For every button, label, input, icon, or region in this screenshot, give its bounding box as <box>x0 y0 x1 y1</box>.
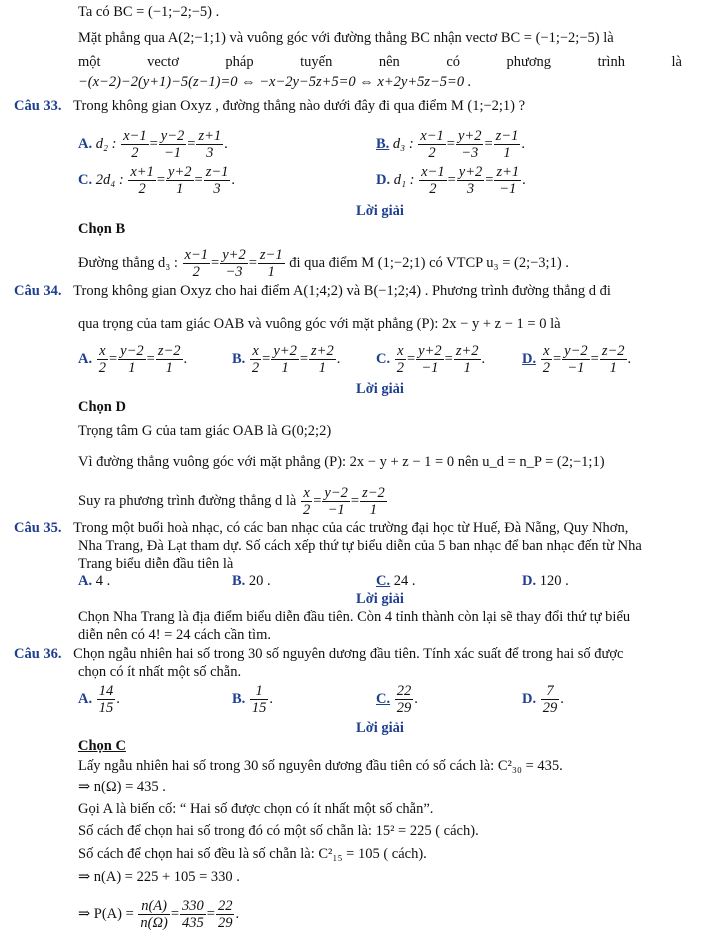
fraction: $\frac{y+2}{-3}$ <box>222 247 246 280</box>
option-c: C. $\frac{22}{29}$ . <box>376 683 418 716</box>
fraction: $\frac{y-2}{1}$ <box>120 343 144 376</box>
fraction: $\frac{1}{15}$ <box>251 683 267 716</box>
fraction: $\frac{y-2}{-1}$ <box>564 343 588 376</box>
fraction: $\frac{y-2}{-1}$ <box>324 485 348 518</box>
fraction: $\frac{z-1}{1}$ <box>259 247 283 280</box>
option-label: C. <box>376 350 391 367</box>
text-line-justified <box>78 53 682 71</box>
option-b: B. $\frac{x}{2}$ = $\frac{y+2}{1}$ = $\frac{z+2}{1}$ . <box>232 343 341 376</box>
option-prefix: 2d₄ : <box>95 171 124 188</box>
option-c: C. $\frac{x}{2}$ = $\frac{y+2}{-1}$ = $\frac{z+2}{1}$ . <box>376 343 486 376</box>
question-text: Trong không gian Oxyz cho hai điểm A(1;4;2) và B(−1;2;4) . Phương trình đường thẳng d đi <box>73 283 611 299</box>
fraction: $\frac{y+2}{1}$ <box>273 343 297 376</box>
fraction: $\frac{z+2}{1}$ <box>455 343 479 376</box>
question-text-cont: Trang biểu diễn đầu tiên là <box>78 556 234 572</box>
answer-choice: Chọn C <box>78 738 126 754</box>
option-label: A. <box>78 135 93 152</box>
answer-choice: Chọn D <box>78 399 126 415</box>
word: có <box>446 54 460 70</box>
option-a: A. d₂ : $\frac{x-1}{2}$ = $\frac{y-2}{-1}$ = $\frac{z+1}{3}$ . <box>78 128 228 161</box>
option-a: A. $\frac{x}{2}$ = $\frac{y-2}{1}$ = $\frac{z-2}{1}$ . <box>78 343 188 376</box>
question-text: Chọn ngẫu nhiên hai số trong 30 số nguyên dương đầu tiên. Tính xác suất để trong hai số được <box>73 646 624 662</box>
option-label: A. <box>78 350 93 367</box>
fraction: $\frac{y-2}{-1}$ <box>160 128 185 161</box>
solution-line: ⇒ P(A) = $\frac{n(A)}{n(\Omega)}$ = $\frac{330}{435}$ = $\frac{22}{29}$ . <box>78 898 240 931</box>
option-c: C. 24 . <box>376 573 416 589</box>
fraction: $\frac{x}{2}$ <box>302 485 311 518</box>
solution-heading: Lời giải <box>356 381 404 397</box>
option-b: B. $\frac{1}{15}$ . <box>232 683 274 716</box>
fraction: $\frac{x}{2}$ <box>98 343 106 376</box>
fraction: $\frac{x-1}{2}$ <box>420 128 444 161</box>
word: vectơ <box>147 54 179 70</box>
fraction: $\frac{z+1}{3}$ <box>198 128 222 161</box>
option-label: D. <box>522 350 537 367</box>
question-text: Trong một buổi hoà nhạc, có các ban nhạc của các trường đại học từ Huế, Đà Nẵng, Quy Nhơn, <box>73 520 629 536</box>
word: phương <box>506 54 552 70</box>
solution-line: ⇒ n(Ω) = 435 . <box>78 779 166 795</box>
solution-line: Gọi A là biến cố: “ Hai số được chọn có ít nhất một số chẵn”. <box>78 801 434 817</box>
fraction: $\frac{y+2}{3}$ <box>458 164 483 197</box>
question-35 <box>14 519 628 537</box>
text-line-equation: −(x−2)−2(y+1)−5(z−1)=0 ⇔ −x−2y−5z+5=0 ⇔ x+2y+5z−5=0 . <box>78 74 472 90</box>
option-prefix: d₃ : <box>392 135 414 152</box>
fraction: $\frac{z-2}{1}$ <box>601 343 625 376</box>
solution-heading: Lời giải <box>356 203 404 219</box>
fraction: $\frac{x}{2}$ <box>542 343 550 376</box>
option-prefix: d₁ : <box>393 171 415 188</box>
question-text-cont: qua trọng của tam giác OAB và vuông góc với mặt phẳng (P): 2x − y + z − 1 = 0 là <box>78 316 561 332</box>
question-number: Câu 33. <box>14 98 62 114</box>
fraction: $\frac{22}{29}$ <box>217 898 233 931</box>
fraction: $\frac{z-1}{3}$ <box>205 164 229 197</box>
option-c: C. 2d₄ : $\frac{x+1}{2}$ = $\frac{y+2}{1}$ = $\frac{z-1}{3}$ . <box>78 164 236 197</box>
word: pháp <box>225 54 254 70</box>
solution-heading: Lời giải <box>356 591 404 607</box>
option-b: B. d₃ : $\frac{x-1}{2}$ = $\frac{y+2}{-3}$ = $\frac{z-1}{1}$ . <box>376 128 525 161</box>
fraction: $\frac{x+1}{2}$ <box>130 164 154 197</box>
question-text-cont: Nha Trang, Đà Lạt tham dự. Số cách xếp thứ tự biểu diễn của 5 ban nhạc để ban nhạc đến từ Nha <box>78 538 642 554</box>
fraction: $\frac{x}{2}$ <box>251 343 260 376</box>
fraction: $\frac{y+2}{-3}$ <box>457 128 482 161</box>
fraction: $\frac{x}{2}$ <box>396 343 404 376</box>
question-33 <box>14 97 525 115</box>
question-number: Câu 36. <box>14 646 62 662</box>
word: nên <box>378 54 400 70</box>
solution-line: Đường thẳng d₃ : $\frac{x-1}{2}$ = $\frac{y+2}{-3}$ = $\frac{z-1}{1}$ đi qua điểm M (1;−2;1) có VTCP u₃ = (2;−3;1) . <box>78 247 569 280</box>
option-a: A. $\frac{14}{15}$ . <box>78 683 120 716</box>
option-d: D. $\frac{7}{29}$ . <box>522 683 564 716</box>
fraction: $\frac{z-1}{1}$ <box>495 128 519 161</box>
option-label: B. <box>376 135 390 152</box>
option-b: B. 20 . <box>232 573 271 589</box>
word: trình <box>597 54 625 70</box>
solution-line: Trọng tâm G của tam giác OAB là G(0;2;2) <box>78 423 332 439</box>
fraction: $\frac{7}{29}$ <box>542 683 558 716</box>
option-d: D. d₁ : $\frac{x-1}{2}$ = $\frac{y+2}{3}$ = $\frac{z+1}{-1}$ . <box>376 164 526 197</box>
fraction: $\frac{330}{435}$ <box>182 898 204 931</box>
solution-line: Chọn Nha Trang là địa điểm biểu diễn đầu tiên. Còn 4 tỉnh thành còn lại sẽ thay đổi thứ tự biểu <box>78 609 631 625</box>
answer-choice: Chọn B <box>78 221 126 237</box>
word: tuyến <box>300 54 333 70</box>
fraction: $\frac{x-1}{2}$ <box>123 128 147 161</box>
fraction: $\frac{n(A)}{n(\Omega)}$ <box>140 898 168 931</box>
option-d: D. 120 . <box>522 573 569 589</box>
solution-line: ⇒ n(A) = 225 + 105 = 330 . <box>78 869 240 885</box>
fraction: $\frac{z-2}{1}$ <box>362 485 385 518</box>
solution-line: Số cách để chọn hai số đều là số chẵn là: C²₁₅ = 105 ( cách). <box>78 846 427 862</box>
option-prefix: d₂ : <box>95 135 117 152</box>
solution-line: Lấy ngẫu nhiên hai số trong 30 số nguyên dương đầu tiên có số cách là: C²₃₀ = 435. <box>78 758 563 774</box>
word: một <box>78 54 101 70</box>
question-34 <box>14 282 611 300</box>
fraction: $\frac{x-1}{2}$ <box>421 164 445 197</box>
fraction: $\frac{z+2}{1}$ <box>311 343 334 376</box>
question-text-cont: chọn có ít nhất một số chẵn. <box>78 664 242 680</box>
solution-line: Suy ra phương trình đường thẳng d là $\frac{x}{2}$ = $\frac{y-2}{-1}$ = $\frac{z-2}{1}$ <box>78 485 385 518</box>
fraction: $\frac{22}{29}$ <box>396 683 412 716</box>
fraction: $\frac{y+2}{-1}$ <box>418 343 442 376</box>
fraction: $\frac{z-2}{1}$ <box>157 343 181 376</box>
fraction: $\frac{z+1}{-1}$ <box>496 164 520 197</box>
question-number: Câu 35. <box>14 520 62 536</box>
solution-line: diễn nên có 4! = 24 cách cần tìm. <box>78 627 271 643</box>
text-line-vector-bc: Ta có BC = (−1;−2;−5) . <box>78 4 220 20</box>
option-label: C. <box>78 171 93 188</box>
fraction: $\frac{y+2}{1}$ <box>168 164 192 197</box>
solution-line: Số cách để chọn hai số trong đó có một số chẵn là: 15² = 225 ( cách). <box>78 823 479 839</box>
text-line-plane: Mặt phẳng qua A(2;−1;1) và vuông góc với đường thẳng BC nhận vectơ BC = (−1;−2;−5) là <box>78 30 614 46</box>
option-d: D. $\frac{x}{2}$ = $\frac{y-2}{-1}$ = $\frac{z-2}{1}$ . <box>522 343 632 376</box>
solution-heading: Lời giải <box>356 720 404 736</box>
word: là <box>671 54 682 70</box>
question-text: Trong không gian Oxyz , đường thẳng nào dưới đây đi qua điểm M (1;−2;1) ? <box>73 98 526 114</box>
question-36 <box>14 645 623 663</box>
option-a: A. 4 . <box>78 573 111 589</box>
solution-line: Vì đường thẳng vuông góc với mặt phẳng (P): 2x − y + z − 1 = 0 nên u_d = n_P = (2;−1;1) <box>78 454 605 470</box>
fraction: $\frac{x-1}{2}$ <box>184 247 209 280</box>
option-label: B. <box>232 350 246 367</box>
question-number: Câu 34. <box>14 283 62 299</box>
option-label: D. <box>376 171 391 188</box>
fraction: $\frac{14}{15}$ <box>98 683 114 716</box>
